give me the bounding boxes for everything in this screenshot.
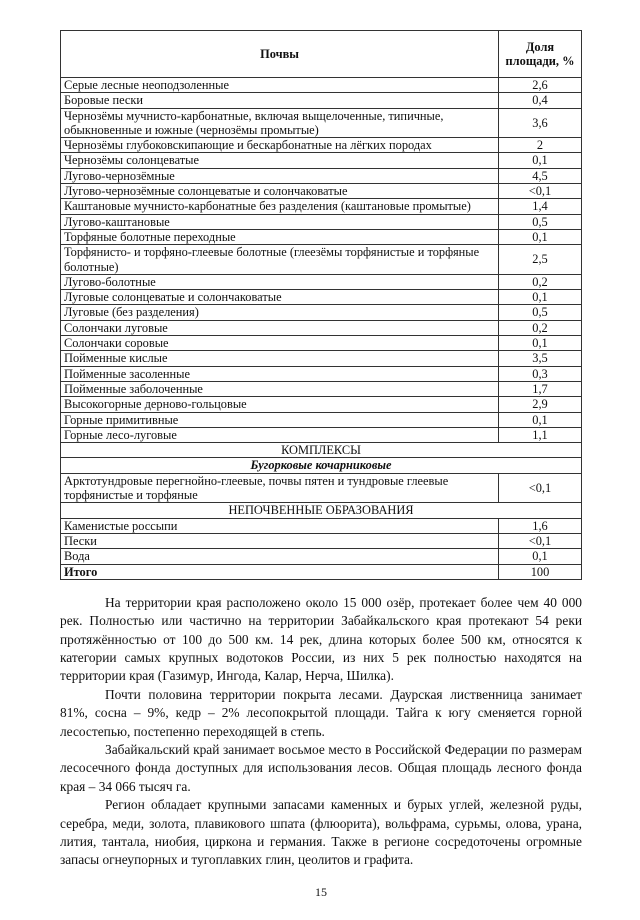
area-share: 0,3 — [499, 366, 582, 381]
table-row — [61, 427, 582, 442]
area-share: 4,5 — [499, 168, 582, 183]
soil-name: Пойменные засоленные — [61, 366, 499, 381]
soil-name: Луговые солонцеватые и солончаковатые — [61, 290, 499, 305]
area-share: 0,1 — [499, 412, 582, 427]
area-share: 1,1 — [499, 427, 582, 442]
area-share: <0,1 — [499, 473, 582, 503]
table-row — [61, 397, 582, 412]
area-share: 0,2 — [499, 320, 582, 335]
table-row — [61, 138, 582, 153]
soil-name: Торфяные болотные переходные — [61, 229, 499, 244]
soil-name: Чернозёмы солонцеватые — [61, 153, 499, 168]
table-row — [61, 320, 582, 335]
soil-name: Лугово-чернозёмные — [61, 168, 499, 183]
table-row — [61, 533, 582, 548]
area-share: 0,1 — [499, 549, 582, 564]
table-row — [61, 199, 582, 214]
soil-name: Каштановые мучнисто-карбонатные без разделения (каштановые промытые) — [61, 199, 499, 214]
area-share: 3,5 — [499, 351, 582, 366]
area-share: 2 — [499, 138, 582, 153]
area-share: 2,9 — [499, 397, 582, 412]
soil-name: Солончаки луговые — [61, 320, 499, 335]
table-row — [61, 473, 582, 503]
soil-name: Лугово-чернозёмные солонцеватые и солончаковатые — [61, 184, 499, 199]
subsection-heading: Бугорковые кочарниковые — [61, 458, 582, 473]
paragraph: На территории края расположено около 15 000 озёр, протекает более чем 40 000 рек. Полностью или частично на территории Забайкальского края протекают 54 реки протяжённостью от 100 до 500 км. 14 рек, длина которых более 500 км, относятся к категории самых крупных водотоков России, из них 5 рек полностью находятся на территории края (Газимур, Ингода, Калар, Нерча, Шилка). — [60, 594, 582, 684]
soil-name: Итого — [61, 564, 499, 579]
table-row — [61, 412, 582, 427]
soil-table — [60, 30, 582, 580]
paragraph: Регион обладает крупными запасами каменных и бурых углей, железной руды, серебра, меди, золота, плавикового шпата (флюорита), вольфрама, сурьмы, олова, урана, лития, тантала, ниобия, циркона и германия. Также в регионе сосредоточены огромные запасы огнеупорных и тугоплавких глин, цеолитов и графита. — [60, 797, 582, 868]
subsection-row — [61, 458, 582, 473]
table-row — [61, 184, 582, 199]
soil-name: Вода — [61, 549, 499, 564]
page-number: 15 — [315, 884, 327, 899]
area-share: 0,1 — [499, 153, 582, 168]
header-soils: Почвы — [61, 31, 499, 78]
paragraph: Забайкальский край занимает восьмое место в Российской Федерации по размерам лесосечного фонда доступных для использования лесов. Общая площадь лесного фонда края – 34 066 тысяч га. — [60, 742, 582, 794]
area-share: 1,6 — [499, 518, 582, 533]
area-share: 0,5 — [499, 214, 582, 229]
table-row — [61, 351, 582, 366]
table-row — [61, 290, 582, 305]
section-row — [61, 503, 582, 518]
soil-name: Лугово-каштановые — [61, 214, 499, 229]
soil-name: Чернозёмы глубоковскипающие и бескарбонатные на лёгких породах — [61, 138, 499, 153]
table-row — [61, 93, 582, 108]
table-row — [61, 214, 582, 229]
section-row — [61, 443, 582, 458]
header-share: Доля площади, % — [499, 31, 582, 78]
soil-name: Пески — [61, 533, 499, 548]
area-share: 0,5 — [499, 305, 582, 320]
table-row — [61, 381, 582, 396]
area-share: 0,1 — [499, 336, 582, 351]
table-header-row — [61, 31, 582, 78]
area-share: 100 — [499, 564, 582, 579]
area-share: <0,1 — [499, 533, 582, 548]
soil-name: Торфянисто- и торфяно-глеевые болотные (глеезёмы торфянистые и торфяные болотные) — [61, 245, 499, 275]
area-share: 3,6 — [499, 108, 582, 138]
area-share: 1,4 — [499, 199, 582, 214]
soil-name: Горные лесо-луговые — [61, 427, 499, 442]
soil-name: Лугово-болотные — [61, 274, 499, 289]
soil-name: Пойменные кислые — [61, 351, 499, 366]
table-row — [61, 245, 582, 275]
body-text — [60, 594, 582, 870]
soil-name: Горные примитивные — [61, 412, 499, 427]
soil-name: Серые лесные неоподзоленные — [61, 78, 499, 93]
soil-name: Солончаки соровые — [61, 336, 499, 351]
soil-name: Пойменные заболоченные — [61, 381, 499, 396]
area-share: 1,7 — [499, 381, 582, 396]
table-row — [61, 108, 582, 138]
area-share: 0,1 — [499, 290, 582, 305]
table-row — [61, 229, 582, 244]
soil-name: Чернозёмы мучнисто-карбонатные, включая выщелоченные, типичные, обыкновенные и южные (чернозёмы промытые) — [61, 108, 499, 138]
table-row — [61, 549, 582, 564]
soil-name: Боровые пески — [61, 93, 499, 108]
soil-name: Луговые (без разделения) — [61, 305, 499, 320]
soil-name: Арктотундровые перегнойно-глеевые, почвы пятен и тундровые глеевые торфянистые и торфяные — [61, 473, 499, 503]
table-row — [61, 153, 582, 168]
soil-name: Каменистые россыпи — [61, 518, 499, 533]
total-row — [61, 564, 582, 579]
section-heading: КОМПЛЕКСЫ — [61, 443, 582, 458]
soil-name: Высокогорные дерново-гольцовые — [61, 397, 499, 412]
table-row — [61, 274, 582, 289]
area-share: 0,2 — [499, 274, 582, 289]
area-share: 2,6 — [499, 78, 582, 93]
table-row — [61, 305, 582, 320]
paragraph: Почти половина территории покрыта лесами. Даурская лиственница занимает 81%, сосна – 9%, кедр – 2% лесопокрытой площади. Тайга к югу сменяется горной лесостепью, постепенно переходящей в степь. — [60, 686, 582, 739]
table-row — [61, 78, 582, 93]
area-share: <0,1 — [499, 184, 582, 199]
table-row — [61, 168, 582, 183]
area-share: 0,1 — [499, 229, 582, 244]
section-heading: НЕПОЧВЕННЫЕ ОБРАЗОВАНИЯ — [61, 503, 582, 518]
table-row — [61, 336, 582, 351]
table-row — [61, 518, 582, 533]
area-share: 2,5 — [499, 245, 582, 275]
area-share: 0,4 — [499, 93, 582, 108]
table-row — [61, 366, 582, 381]
